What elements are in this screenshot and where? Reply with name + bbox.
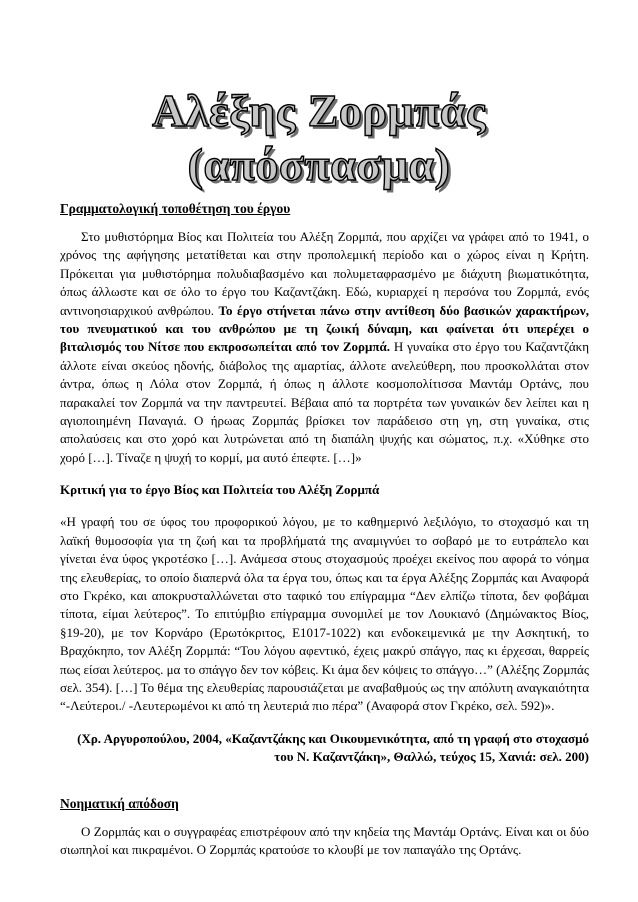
paragraph-text: Στο μυθιστόρημα Βίος και Πολιτεία του Αλέξη Ζορμπά, που αρχίζει να γράφει από το 1941, ο χρόνος της αφήγησης μετατίθεται και στην προπολεμική περίοδο και ο χώρος είναι η Κρήτη. Πρόκειται για μυθιστόρημα πολυδιαβασμένο και πολυμεταφρασμένο με διάχυτη βιωματικότητα, όπως άλλωστε και σε όλο το έργο του Καζαντζάκη. Εδώ, κυριαρχεί η περσόνα του Ζορμπά, ενός αντινοησιαρχικού ανθρώπου. <box>60 229 589 318</box>
document-body <box>60 200 589 859</box>
section-heading-literary-context: Γραμματολογική τοποθέτηση του έργου <box>60 201 291 216</box>
document-title: Αλέξης Ζορμπάς <box>152 85 486 136</box>
citation-line: του Ν. Καζαντζάκη», Θαλλώ, τεύχος 15, Χανιά: σελ. 200) <box>274 749 589 765</box>
paragraph-literary-context <box>60 228 589 467</box>
section-heading-criticism: Κριτική για το έργο Βίος και Πολιτεία του Αλέξη Ζορμπά <box>60 482 380 498</box>
citation <box>60 730 589 767</box>
paragraph-meaning: Ο Ζορμπάς και ο συγγραφέας επιστρέφουν από την κηδεία της Μαντάμ Ορτάνς. Είναι και οι δύο σιωπηλοί και πικραμένοι. Ο Ζορμπάς κρατούσε το κλουβί με τον παπαγάλο της Ορτάνς. <box>60 823 589 857</box>
paragraph-text: Η γυναίκα στο έργο του Καζαντζάκη άλλοτε είναι σκεύος ηδονής, διάβολος της αμαρτίας, άλλοτε ανελεύθερη, που προσκολλάται στον άντρα, όπως η Λόλα στον Ζορμπά, ή όπως η άλλοτε κοσμοπολίτισσα Μαντάμ Ορτάνς, που παρακαλεί τον Ζορμπά να την παντρευτεί. Βέβαια από τα πορτρέτα των γυναικών δεν λείπει και η αγιοποιημένη Παναγιά. Ο ήρωας Ζορμπάς βρίσκει τον παράδεισο στη γη, στη γυναίκα, στις απολαύσεις και στο χορό και λυτρώνεται από τη διαπάλη ψυχής και σώματος, π.χ. «Χύθηκε στο χορό […]. Τίναζε η ψυχή το κορμί, μα αυτό έπεφτε. […]» <box>60 339 590 465</box>
section-heading-meaning: Νοηματική απόδοση <box>60 795 179 811</box>
paragraph-emphasis: Το έργο στήνεται πάνω στην αντίθεση δύο βασικών χαρακτήρων, του πνευματικού και του ανθρώπου με τη ζωική δύναμη, και φαίνεται ότι υπερέχει ο βιταλισμός του Νίτσε που εκπροσωπείται από τον Ζορμπά. <box>60 302 589 355</box>
citation-line: (Χρ. Αργυροπούλου, 2004, «Καζαντζάκης και Οικουμενικότητα, από τη γραφή στο στοχασμό <box>77 730 589 746</box>
title-block <box>0 84 638 192</box>
criticism-quote: «Η γραφή του σε ύφος του προφορικού λόγου, με το καθημερινό λεξιλόγιο, το στοχασμό και τη λαϊκή θυμοσοφία για τη ζωή και τα προβλήματά της αναμιγνύει το σοβαρό με το ευτράπελο και γίνεται ένα ύφος γκροτέσκο […]. Ανάμεσα στους στοχασμούς προέχει εκείνος που αφορά το νόημα της ελευθερίας, το οποίο διαπερνά όλα τα έργα του, όπως και τα έργα Αλέξης Ζορμπάς και Αναφορά στο Γκρέκο, και αποκρυσταλλώνεται στο ταφικό του επίγραμμα “Δεν ελπίζω τίποτα, δεν φοβάμαι τίποτα, είμαι λεύτερος”. Το επιτύμβιο επίγραμμα συνομιλεί με τον Λουκιανό (Δημώνακτος Βίος, §19-20), με τον Κορνάρο (Ερωτόκριτος, Ε1017-1022) και ενδοκειμενικά με την Ασκητική, το Βραχόκηπο, τον Αλέξη Ζορμπά: “Του λόγου αφεντικό, έχεις μακρύ σπάγγο, πας κι έρχεσαι, θαρρείς πως είσαι λεύτερος. μα το σπάγγο δεν τον κόβεις. Κι άμα δεν κόψεις το σπάγγο…” (Αλέξης Ζορμπάς σελ. 354). […] Το θέμα της ελευθερίας παρουσιάζεται με αναβαθμούς ως την απόλυτη αναγκαιότητα “-Λεύτεροι./ -Λευτερωμένοι κι από τη λευτεριά πιο πέρα” (Αναφορά στον Γκρέκο, σελ. 592)». <box>60 514 589 714</box>
document-subtitle: (απόσπασμα) <box>187 139 451 190</box>
